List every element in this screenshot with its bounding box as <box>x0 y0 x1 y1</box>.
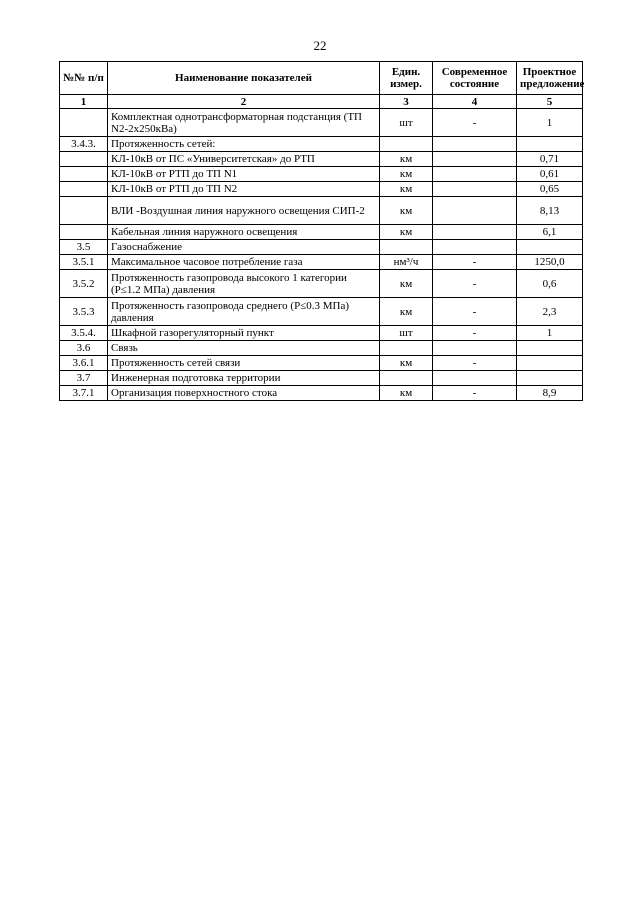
current-state-cell: - <box>433 255 517 270</box>
unit-cell: км <box>380 152 433 167</box>
indicator-name-cell: Инженерная подготовка территории <box>108 371 380 386</box>
row-number-cell <box>60 152 108 167</box>
table-row <box>60 341 583 356</box>
proposal-cell: 1 <box>517 109 583 137</box>
unit-cell: км <box>380 197 433 225</box>
current-state-cell: - <box>433 326 517 341</box>
row-number-cell: 3.5.3 <box>60 298 108 326</box>
current-state-cell <box>433 182 517 197</box>
row-number-cell: 3.6 <box>60 341 108 356</box>
row-number-cell: 3.5 <box>60 240 108 255</box>
indicator-name-cell: ВЛИ -Воздушная линия наружного освещения СИП-2 <box>108 197 380 225</box>
column-number: 3 <box>380 95 433 109</box>
indicator-name-cell: КЛ-10кВ от ПС «Университетская» до РТП <box>108 152 380 167</box>
indicator-name-cell: Кабельная линия наружного освещения <box>108 225 380 240</box>
proposal-cell <box>517 137 583 152</box>
table-row <box>60 371 583 386</box>
current-state-cell: - <box>433 109 517 137</box>
proposal-cell: 2,3 <box>517 298 583 326</box>
indicator-name-cell: Шкафной газорегуляторный пункт <box>108 326 380 341</box>
indicators-table <box>59 61 583 401</box>
page-number: 22 <box>313 38 327 53</box>
table-row <box>60 298 583 326</box>
indicator-name-cell: Протяженность газопровода высокого 1 категории (Р≤1.2 МПа) давления <box>108 270 380 298</box>
indicator-name-cell: Протяженность сетей: <box>108 137 380 152</box>
indicator-name-cell: Протяженность сетей связи <box>108 356 380 371</box>
table-row <box>60 240 583 255</box>
unit-cell: км <box>380 225 433 240</box>
indicator-name-cell: КЛ-10кВ от РТП до ТП N2 <box>108 182 380 197</box>
header-current: Современное состояние <box>433 62 517 95</box>
unit-cell: шт <box>380 326 433 341</box>
unit-cell <box>380 137 433 152</box>
header-num: №№ п/п <box>60 62 108 95</box>
row-number-cell <box>60 197 108 225</box>
unit-cell <box>380 371 433 386</box>
current-state-cell: - <box>433 298 517 326</box>
proposal-cell: 0,61 <box>517 167 583 182</box>
row-number-cell: 3.5.2 <box>60 270 108 298</box>
current-state-cell <box>433 341 517 356</box>
proposal-cell: 0,71 <box>517 152 583 167</box>
proposal-cell: 6,1 <box>517 225 583 240</box>
column-number: 2 <box>108 95 380 109</box>
row-number-cell: 3.5.1 <box>60 255 108 270</box>
proposal-cell: 8,13 <box>517 197 583 225</box>
proposal-cell <box>517 240 583 255</box>
column-number: 4 <box>433 95 517 109</box>
table-row <box>60 225 583 240</box>
unit-cell: км <box>380 167 433 182</box>
column-number: 1 <box>60 95 108 109</box>
row-number-cell: 3.7 <box>60 371 108 386</box>
unit-cell <box>380 240 433 255</box>
table-row <box>60 356 583 371</box>
row-number-cell: 3.6.1 <box>60 356 108 371</box>
table-row <box>60 167 583 182</box>
row-number-cell <box>60 225 108 240</box>
unit-cell: км <box>380 298 433 326</box>
current-state-cell: - <box>433 270 517 298</box>
column-numbers-row <box>60 95 583 109</box>
table-row <box>60 197 583 225</box>
current-state-cell <box>433 197 517 225</box>
row-number-cell: 3.7.1 <box>60 386 108 401</box>
table-row <box>60 137 583 152</box>
unit-cell <box>380 341 433 356</box>
unit-cell: км <box>380 386 433 401</box>
proposal-cell: 8,9 <box>517 386 583 401</box>
header-name: Наименование показателей <box>108 62 380 95</box>
table-row <box>60 152 583 167</box>
unit-cell: км <box>380 182 433 197</box>
unit-cell: нм³/ч <box>380 255 433 270</box>
proposal-cell: 1250,0 <box>517 255 583 270</box>
proposal-cell <box>517 371 583 386</box>
current-state-cell <box>433 371 517 386</box>
indicator-name-cell: Организация поверхностного стока <box>108 386 380 401</box>
current-state-cell <box>433 225 517 240</box>
indicator-name-cell: Максимальное часовое потребление газа <box>108 255 380 270</box>
unit-cell: км <box>380 270 433 298</box>
row-number-cell <box>60 182 108 197</box>
proposal-cell: 1 <box>517 326 583 341</box>
indicator-name-cell: Связь <box>108 341 380 356</box>
indicator-name-cell: КЛ-10кВ от РТП до ТП N1 <box>108 167 380 182</box>
row-number-cell <box>60 109 108 137</box>
table-row <box>60 109 583 137</box>
table-row <box>60 386 583 401</box>
table-row <box>60 326 583 341</box>
proposal-cell: 0,6 <box>517 270 583 298</box>
row-number-cell: 3.5.4. <box>60 326 108 341</box>
proposal-cell <box>517 341 583 356</box>
current-state-cell <box>433 152 517 167</box>
unit-cell: шт <box>380 109 433 137</box>
column-number: 5 <box>517 95 583 109</box>
table-row <box>60 255 583 270</box>
indicator-name-cell: Протяженность газопровода среднего (Р≤0.3 МПа) давления <box>108 298 380 326</box>
current-state-cell: - <box>433 356 517 371</box>
indicator-name-cell: Комплектная однотрансформаторная подстанция (ТП N2-2х250кВа) <box>108 109 380 137</box>
current-state-cell <box>433 167 517 182</box>
current-state-cell <box>433 137 517 152</box>
table-row <box>60 182 583 197</box>
header-unit: Един. измер. <box>380 62 433 95</box>
proposal-cell: 0,65 <box>517 182 583 197</box>
indicator-name-cell: Газоснабжение <box>108 240 380 255</box>
current-state-cell <box>433 240 517 255</box>
proposal-cell <box>517 356 583 371</box>
header-proposal: Проектное предложение <box>517 62 583 95</box>
current-state-cell: - <box>433 386 517 401</box>
row-number-cell: 3.4.3. <box>60 137 108 152</box>
unit-cell: км <box>380 356 433 371</box>
table-header-row <box>60 62 583 95</box>
row-number-cell <box>60 167 108 182</box>
table-row <box>60 270 583 298</box>
